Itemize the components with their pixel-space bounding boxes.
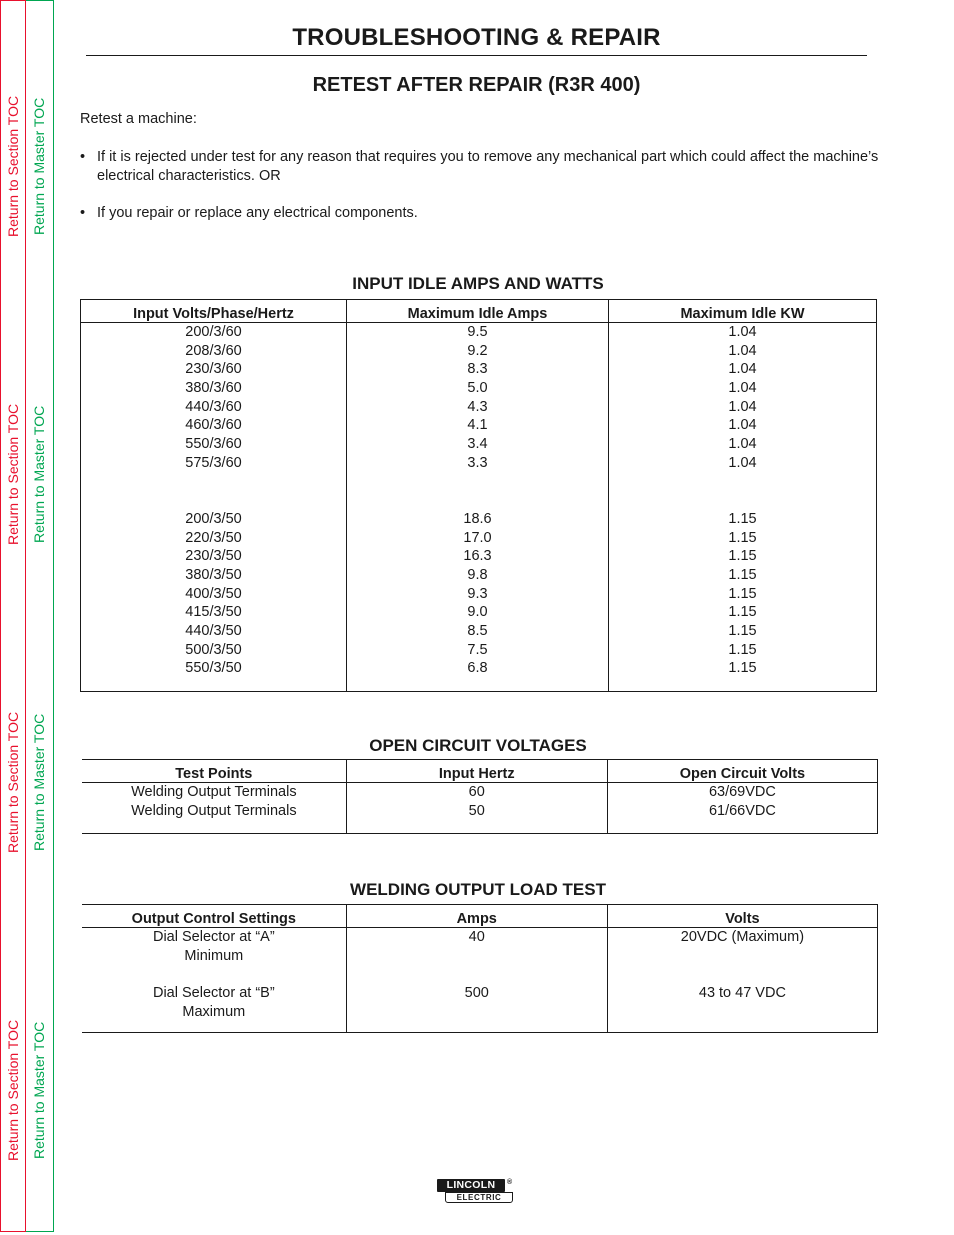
table-cell: 1.15	[728, 641, 757, 658]
table-cell: 208/3/60	[185, 342, 242, 359]
column-header: Output Control Settings	[82, 905, 346, 928]
table-cell: 60	[468, 784, 485, 800]
table-cell: 1.15	[728, 510, 757, 527]
table-cell: 575/3/60	[185, 454, 242, 471]
table-cell: 1.15	[728, 529, 757, 546]
bullet-text: If it is rejected under test for any reason that requires you to remove any mechanical part which could affect the machine’s electrical characteristics. OR	[97, 149, 879, 184]
table-cell: 220/3/50	[185, 529, 242, 546]
return-to-master-toc-link[interactable]: Return to Master TOC	[31, 713, 47, 851]
table-cell: Dial Selector at “B”	[152, 985, 275, 1002]
table-cell: 61/66VDC	[708, 802, 776, 819]
logo-wordmark-top: LINCOLN	[437, 1179, 505, 1192]
table-cell: 1.04	[728, 398, 757, 415]
column-header: Open Circuit Volts	[607, 760, 877, 783]
table-cell: 550/3/50	[185, 660, 242, 677]
table-cell: 1.15	[728, 660, 757, 677]
table-cell: 230/3/60	[185, 361, 242, 378]
table-cell: 1.04	[728, 342, 757, 359]
output-control-settings-cells	[82, 928, 346, 1033]
table-cell: 40	[468, 929, 485, 945]
section-subtitle: RETEST AFTER REPAIR (R3R 400)	[312, 74, 641, 96]
table-cell: Welding Output Terminals	[131, 802, 297, 819]
logo-wordmark-bottom: ELECTRIC	[445, 1192, 513, 1203]
return-to-section-toc-link[interactable]: Return to Section TOC	[5, 403, 21, 545]
bullet-dot: •	[80, 149, 86, 165]
table-cell: 415/3/50	[185, 604, 242, 621]
bullet-text: If you repair or replace any electrical components.	[97, 205, 418, 221]
row-spacer	[609, 491, 876, 510]
return-to-section-toc-link[interactable]: Return to Section TOC	[5, 1019, 21, 1161]
row-spacer	[608, 947, 877, 966]
table-cell: 230/3/50	[185, 548, 242, 565]
table-cell: 9.2	[467, 342, 488, 359]
column-header: Input Hertz	[346, 760, 607, 783]
return-to-section-toc-link[interactable]: Return to Section TOC	[5, 95, 21, 237]
table-cell: 20VDC (Maximum)	[680, 929, 805, 945]
column-header: Volts	[607, 905, 877, 928]
table-cell: 50	[468, 802, 485, 819]
column-header: Maximum Idle KW	[609, 300, 877, 323]
volts-column-cells	[81, 323, 347, 692]
table-cell: 1.15	[728, 585, 757, 602]
ocv-table-title: OPEN CIRCUIT VOLTAGES	[369, 736, 587, 755]
table-cell: 18.6	[463, 510, 492, 527]
table-cell: 500/3/50	[185, 641, 242, 658]
open-circuit-voltage-table	[82, 759, 878, 834]
column-header: Input Volts/Phase/Hertz	[81, 300, 347, 323]
return-to-master-toc-link[interactable]: Return to Master TOC	[31, 1021, 47, 1159]
table-cell: Maximum	[182, 1003, 246, 1020]
table-cell: 1.04	[728, 417, 757, 434]
idle-amps-table	[80, 299, 877, 692]
test-points-cells	[82, 783, 346, 834]
table-cell: 460/3/60	[185, 417, 242, 434]
table-cell: 500	[464, 985, 489, 1002]
column-header: Test Points	[82, 760, 346, 783]
page-title: TROUBLESHOOTING & REPAIR	[292, 24, 661, 51]
table-cell: 5.0	[467, 380, 488, 397]
row-spacer	[347, 965, 607, 984]
table-cell: 17.0	[463, 529, 492, 546]
table-cell: 1.15	[728, 604, 757, 621]
table-cell: 43 to 47 VDC	[698, 985, 786, 1002]
table-cell: 1.04	[728, 324, 757, 340]
input-hertz-cells	[346, 783, 607, 834]
table-cell: 9.0	[467, 604, 488, 621]
kw-column-cells	[609, 323, 877, 692]
registered-mark: ®	[507, 1179, 513, 1186]
row-spacer	[81, 473, 346, 492]
table-cell: 200/3/60	[185, 324, 242, 340]
bullet-dot: •	[80, 205, 86, 221]
table-cell: 1.15	[728, 548, 757, 565]
table-cell: 380/3/60	[185, 380, 242, 397]
load-table-title: WELDING OUTPUT LOAD TEST	[350, 880, 606, 899]
table-cell: 8.5	[467, 623, 488, 639]
table-cell: 4.1	[467, 417, 488, 434]
table-cell: 8.3	[467, 361, 488, 378]
table-cell: 1.04	[728, 380, 757, 397]
table-cell: 63/69VDC	[708, 784, 776, 800]
return-to-section-toc-link[interactable]: Return to Section TOC	[5, 711, 21, 853]
column-header: Amps	[346, 905, 607, 928]
return-to-master-toc-link[interactable]: Return to Master TOC	[31, 97, 47, 235]
table-cell: 550/3/60	[185, 436, 242, 453]
table-cell: 1.15	[728, 623, 757, 639]
amps-column-cells	[347, 323, 609, 692]
table-cell: 3.4	[467, 436, 488, 453]
idle-table-title: INPUT IDLE AMPS AND WATTS	[352, 274, 604, 293]
table-cell: Dial Selector at “A”	[152, 929, 275, 945]
table-cell: 3.3	[467, 454, 488, 471]
intro-lead: Retest a machine:	[80, 111, 197, 127]
table-cell: 1.15	[728, 566, 757, 583]
table-cell: 1.04	[728, 454, 757, 471]
table-cell: 9.3	[467, 585, 488, 602]
row-spacer	[81, 491, 346, 510]
lincoln-electric-logo	[437, 1179, 515, 1205]
title-divider	[86, 55, 867, 56]
table-cell: 9.5	[467, 324, 488, 340]
table-cell: 440/3/50	[185, 623, 242, 639]
table-cell: 1.04	[728, 436, 757, 453]
table-cell: Welding Output Terminals	[131, 784, 297, 800]
table-cell: 200/3/50	[185, 510, 242, 527]
row-spacer	[347, 947, 607, 966]
table-cell: 440/3/60	[185, 398, 242, 415]
table-cell: 400/3/50	[185, 585, 242, 602]
open-circuit-volts-cells	[607, 783, 877, 834]
amps-cells	[346, 928, 607, 1033]
volts-cells	[607, 928, 877, 1033]
table-cell: 7.5	[467, 641, 488, 658]
row-spacer	[347, 491, 608, 510]
table-cell: 9.8	[467, 566, 488, 583]
row-spacer	[82, 965, 346, 984]
table-cell: 16.3	[463, 548, 492, 565]
column-header: Maximum Idle Amps	[347, 300, 609, 323]
row-spacer	[347, 473, 608, 492]
row-spacer	[608, 965, 877, 984]
welding-output-load-table	[82, 904, 878, 1033]
table-cell: 380/3/50	[185, 566, 242, 583]
table-cell: Minimum	[184, 947, 244, 964]
table-cell: 6.8	[467, 660, 488, 677]
table-cell: 4.3	[467, 398, 488, 415]
row-spacer	[609, 473, 876, 492]
return-to-master-toc-link[interactable]: Return to Master TOC	[31, 405, 47, 543]
table-cell: 1.04	[728, 361, 757, 378]
